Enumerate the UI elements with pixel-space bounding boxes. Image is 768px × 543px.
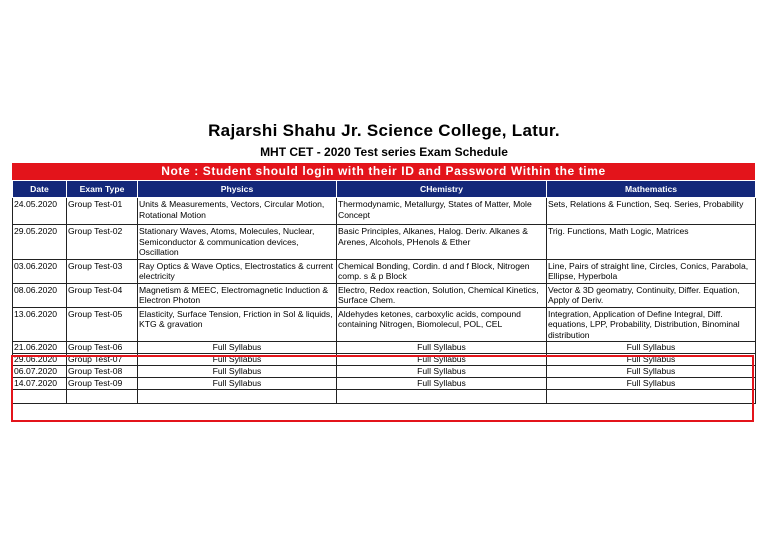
column-header-exam-type: Exam Type <box>67 181 138 198</box>
mathematics-cell: Sets, Relations & Function, Seq. Series, Probability <box>547 198 756 225</box>
table-row <box>13 259 756 283</box>
physics-cell: Full Syllabus <box>138 342 337 354</box>
exam-type-cell: Group Test-05 <box>67 307 138 342</box>
chemistry-cell: Full Syllabus <box>337 342 547 354</box>
date-cell: 29.05.2020 <box>13 225 67 260</box>
chemistry-cell: Full Syllabus <box>337 354 547 366</box>
exam-type-cell: Group Test-09 <box>67 378 138 390</box>
table-row <box>13 342 756 354</box>
column-header-mathematics: Mathematics <box>547 181 756 198</box>
chemistry-cell: Full Syllabus <box>337 366 547 378</box>
date-cell: 29.06.2020 <box>13 354 67 366</box>
mathematics-cell: Full Syllabus <box>547 342 756 354</box>
table-row <box>13 225 756 260</box>
chemistry-cell: Electro, Redox reaction, Solution, Chemical Kinetics, Surface Chem. <box>337 283 547 307</box>
date-cell: 21.06.2020 <box>13 342 67 354</box>
column-header-chemistry: CHemistry <box>337 181 547 198</box>
physics-cell: Full Syllabus <box>138 366 337 378</box>
mathematics-cell: Line, Pairs of straight line, Circles, Conics, Parabola, Ellipse, Hyperbola <box>547 259 756 283</box>
mathematics-cell: Vector & 3D geomatry, Continuity, Differ. Equation, Apply of Deriv. <box>547 283 756 307</box>
date-cell: 14.07.2020 <box>13 378 67 390</box>
exam-type-cell: Group Test-03 <box>67 259 138 283</box>
date-cell: 06.07.2020 <box>13 366 67 378</box>
chemistry-cell: Thermodynamic, Metallurgy, States of Matter, Mole Concept <box>337 198 547 225</box>
physics-cell: Stationary Waves, Atoms, Molecules, Nuclear, Semiconductor & communication devices, Oscillation <box>138 225 337 260</box>
physics-cell: Magnetism & MEEC, Electromagnetic Induction & Electron Photon <box>138 283 337 307</box>
physics-cell: Full Syllabus <box>138 378 337 390</box>
physics-cell: Units & Measurements, Vectors, Circular Motion, Rotational Motion <box>138 198 337 225</box>
chemistry-cell: Aldehydes ketones, carboxylic acids, compound containing Nitrogen, Biomolecul, POL, CEL <box>337 307 547 342</box>
chemistry-cell: Basic Principles, Alkanes, Halog. Deriv. Alkanes & Arenes, Alcohols, PHenols & Ether <box>337 225 547 260</box>
physics-cell: Ray Optics & Wave Optics, Electrostatics & current electricity <box>138 259 337 283</box>
page-title: Rajarshi Shahu Jr. Science College, Latur. <box>208 121 560 140</box>
exam-type-cell: Group Test-07 <box>67 354 138 366</box>
exam-type-cell: Group Test-06 <box>67 342 138 354</box>
mathematics-cell: Full Syllabus <box>547 378 756 390</box>
login-note-banner: Note : Student should login with their ID and Password Within the time <box>12 163 755 180</box>
mathematics-cell: Full Syllabus <box>547 366 756 378</box>
table-header-row <box>13 181 756 198</box>
table-row <box>13 283 756 307</box>
date-cell: 08.06.2020 <box>13 283 67 307</box>
physics-cell: Full Syllabus <box>138 354 337 366</box>
date-cell: 13.06.2020 <box>13 307 67 342</box>
exam-type-cell: Group Test-02 <box>67 225 138 260</box>
page-subtitle: MHT CET - 2020 Test series Exam Schedule <box>260 145 508 159</box>
table-row <box>13 198 756 225</box>
mathematics-cell: Full Syllabus <box>547 354 756 366</box>
chemistry-cell: Chemical Bonding, Cordin. d and f Block, Nitrogen comp. s & p Block <box>337 259 547 283</box>
chemistry-cell: Full Syllabus <box>337 378 547 390</box>
table-row <box>13 307 756 342</box>
mathematics-cell: Integration, Application of Define Integral, Diff. equations, LPP, Probability, Distribution, Binominal distribution <box>547 307 756 342</box>
exam-type-cell: Group Test-08 <box>67 366 138 378</box>
date-cell: 24.05.2020 <box>13 198 67 225</box>
column-header-physics: Physics <box>138 181 337 198</box>
mathematics-cell: Trig. Functions, Math Logic, Matrices <box>547 225 756 260</box>
exam-type-cell: Group Test-01 <box>67 198 138 225</box>
column-header-date: Date <box>13 181 67 198</box>
full-syllabus-highlight-box <box>11 355 754 422</box>
exam-type-cell: Group Test-04 <box>67 283 138 307</box>
date-cell: 03.06.2020 <box>13 259 67 283</box>
physics-cell: Elasticity, Surface Tension, Friction in Sol & liquids, KTG & gravation <box>138 307 337 342</box>
